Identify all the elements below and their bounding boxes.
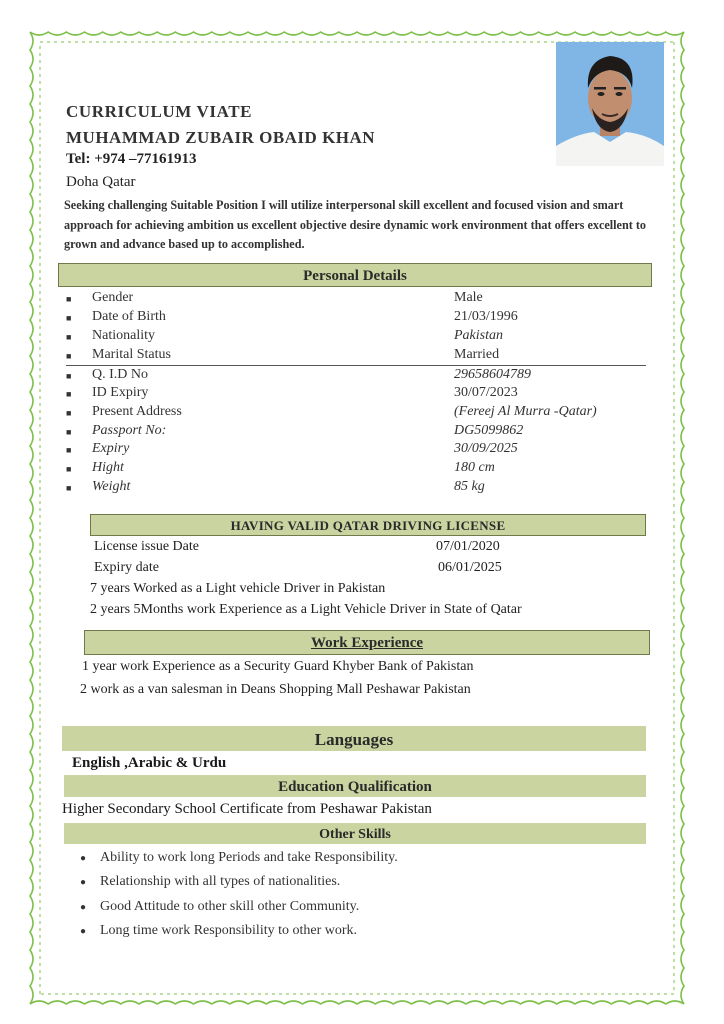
personal-detail-row — [66, 328, 646, 347]
bullet-icon: ■ — [66, 332, 72, 342]
personal-detail-row — [66, 460, 646, 479]
personal-detail-label: Marital Status — [92, 347, 171, 362]
personal-details-heading: Personal Details — [58, 263, 652, 287]
personal-detail-value: Married — [454, 347, 500, 362]
personal-detail-value: 29658604789 — [454, 367, 531, 382]
other-skills-heading: Other Skills — [64, 823, 646, 844]
education-heading: Education Qualification — [64, 775, 646, 797]
license-issue-label: License issue Date — [94, 539, 199, 554]
skill-text: Long time work Responsibility to other work. — [100, 923, 358, 938]
skill-text: Good Attitude to other skill other Community. — [100, 899, 360, 914]
personal-detail-label: Passport No: — [92, 423, 167, 438]
skill-item — [80, 923, 357, 939]
personal-detail-value: (Fereej Al Murra -Qatar) — [454, 404, 597, 419]
skill-item — [80, 874, 340, 890]
bullet-icon: ● — [80, 853, 87, 864]
personal-detail-row — [66, 423, 646, 442]
personal-detail-label: Weight — [92, 479, 131, 494]
bullet-icon: ● — [80, 902, 87, 913]
personal-detail-label: Gender — [92, 290, 134, 305]
personal-detail-label: Nationality — [92, 328, 155, 343]
personal-detail-value: DG5099862 — [454, 423, 524, 438]
languages-heading: Languages — [62, 726, 646, 751]
personal-detail-label: ID Expiry — [92, 385, 149, 400]
personal-detail-row — [66, 441, 646, 460]
personal-detail-label: Present Address — [92, 404, 182, 419]
skill-text: Relationship with all types of nationalities. — [100, 874, 341, 889]
section-divider — [66, 365, 646, 366]
personal-detail-value: Male — [454, 290, 483, 305]
document-title: CURRICULUM VIATE — [66, 102, 253, 121]
education-value: Higher Secondary School Certificate from Peshawar Pakistan — [62, 801, 432, 817]
skill-text: Ability to work long Periods and take Responsibility. — [100, 850, 398, 865]
driver-experience-pakistan: 7 years Worked as a Light vehicle Driver in Pakistan — [90, 581, 386, 596]
personal-detail-row — [66, 385, 646, 404]
personal-detail-row — [66, 479, 646, 498]
personal-detail-value: 21/03/1996 — [454, 309, 518, 324]
license-expiry-value: 06/01/2025 — [438, 560, 502, 575]
objective-statement: Seeking challenging Suitable Position I will utilize interpersonal skill excellent and focused vision and smart approach for achieving ambition us excellent objective desire dynamic work environment that offers excellent to grown and advance based up to accomplished. — [64, 198, 646, 251]
bullet-icon: ■ — [66, 408, 72, 418]
personal-detail-label: Expiry — [92, 441, 130, 456]
personal-detail-label: Date of Birth — [92, 309, 166, 324]
skill-item — [80, 850, 398, 866]
work-experience-heading — [84, 630, 650, 655]
personal-detail-row — [66, 367, 646, 386]
bullet-icon: ■ — [66, 313, 72, 323]
driving-license-heading: HAVING VALID QATAR DRIVING LICENSE — [90, 514, 646, 536]
work-item-van-salesman: 2 work as a van salesman in Deans Shopping Mall Peshawar Pakistan — [80, 682, 471, 697]
personal-detail-value: 180 cm — [454, 460, 495, 475]
work-item-security-guard: 1 year work Experience as a Security Guard Khyber Bank of Pakistan — [82, 659, 474, 674]
bullet-icon: ■ — [66, 294, 72, 304]
location: Doha Qatar — [66, 174, 136, 190]
bullet-icon: ■ — [66, 389, 72, 399]
personal-detail-label: Q. I.D No — [92, 367, 148, 382]
work-experience-heading-text: Work Experience — [310, 635, 424, 651]
license-issue-value: 07/01/2020 — [436, 539, 500, 554]
license-expiry-label: Expiry date — [94, 560, 159, 575]
personal-detail-row — [66, 290, 646, 309]
personal-detail-label: Hight — [92, 460, 124, 475]
personal-detail-row — [66, 347, 646, 366]
bullet-icon: ■ — [66, 351, 72, 361]
personal-detail-value: 30/09/2025 — [454, 441, 518, 456]
skill-item — [80, 899, 359, 915]
phone-number: Tel: +974 –77161913 — [66, 151, 197, 167]
bullet-icon: ■ — [66, 483, 72, 493]
personal-detail-value: Pakistan — [454, 328, 503, 343]
personal-detail-row — [66, 309, 646, 328]
driver-experience-qatar: 2 years 5Months work Experience as a Light Vehicle Driver in State of Qatar — [90, 602, 522, 617]
bullet-icon: ■ — [66, 427, 72, 437]
personal-detail-value: 85 kg — [454, 479, 485, 494]
bullet-icon: ● — [80, 926, 87, 937]
applicant-name: MUHAMMAD ZUBAIR OBAID KHAN — [66, 128, 376, 147]
bullet-icon: ■ — [66, 371, 72, 381]
personal-detail-value: 30/07/2023 — [454, 385, 518, 400]
bullet-icon: ■ — [66, 445, 72, 455]
bullet-icon: ● — [80, 877, 87, 888]
bullet-icon: ■ — [66, 464, 72, 474]
profile-photo — [556, 42, 664, 166]
personal-detail-row — [66, 404, 646, 423]
languages-value: English ,Arabic & Urdu — [72, 755, 227, 771]
